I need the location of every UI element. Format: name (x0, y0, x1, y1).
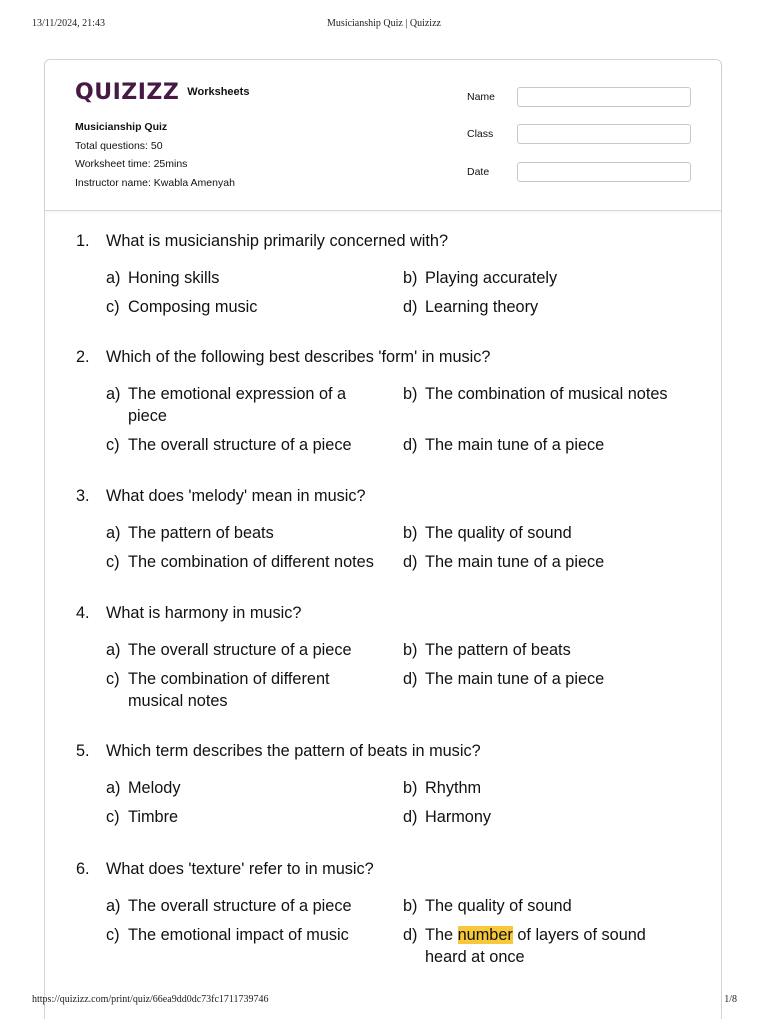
option-text: The combination of musical notes (425, 385, 668, 403)
option-letter: a) (106, 641, 121, 659)
option-letter: c) (106, 926, 120, 944)
option-text: The emotional expression of a piece (128, 385, 347, 425)
option-text: Timbre (128, 808, 179, 826)
print-page-title: Musicianship Quiz | Quizizz (327, 18, 441, 29)
date-label: Date (467, 166, 490, 178)
name-label: Name (467, 91, 496, 103)
option-text: The quality of sound (425, 524, 572, 542)
worksheet-sheet (44, 59, 722, 1019)
option-letter: b) (403, 897, 418, 915)
question-text: What does 'texture' refer to in music? (106, 860, 374, 878)
option-text: The pattern of beats (128, 524, 274, 542)
option-letter: b) (403, 524, 418, 542)
class-label: Class (467, 128, 494, 140)
option-letter: d) (403, 436, 418, 454)
option-letter: b) (403, 385, 418, 403)
question-text: What is harmony in music? (106, 604, 302, 622)
question-text: Which of the following best describes 'form' in music? (106, 348, 491, 366)
print-url: https://quizizz.com/print/quiz/66ea9dd0dc73fc1711739746 (32, 994, 269, 1005)
option-letter: c) (106, 553, 120, 571)
name-input[interactable] (517, 87, 691, 107)
option-text: The combination of different notes (128, 553, 374, 571)
option-letter: c) (106, 436, 120, 454)
print-page-number: 1/8 (724, 994, 737, 1005)
option-letter: d) (403, 926, 418, 944)
option-text: Composing music (128, 298, 258, 316)
option-letter: a) (106, 269, 121, 287)
quizizz-logo (75, 80, 249, 105)
option-text: Playing accurately (425, 269, 558, 287)
option-letter: d) (403, 553, 418, 571)
worksheet-meta (75, 118, 235, 192)
option-text: The combination of different musical notes (128, 670, 330, 710)
option-text: Honing skills (128, 269, 220, 287)
option-letter: b) (403, 641, 418, 659)
option-text-pre: The (425, 926, 458, 944)
option-letter: c) (106, 808, 120, 826)
question-number: 5. (76, 742, 90, 760)
option-letter: b) (403, 779, 418, 797)
option-text: Harmony (425, 808, 492, 826)
question-number: 6. (76, 860, 90, 878)
brand-wordmark: QUIZIZZ (75, 80, 180, 105)
question-text: Which term describes the pattern of beats in music? (106, 742, 481, 760)
question-number: 3. (76, 487, 90, 505)
option-letter: c) (106, 298, 120, 316)
option-text: The main tune of a piece (425, 553, 605, 571)
option-text: The main tune of a piece (425, 670, 605, 688)
option-text: The emotional impact of music (128, 926, 349, 944)
option-letter: d) (403, 670, 418, 688)
option-text: The overall structure of a piece (128, 641, 352, 659)
brand-subtitle: Worksheets (187, 86, 250, 98)
option-letter: d) (403, 808, 418, 826)
option-text: The overall structure of a piece (128, 436, 352, 454)
question-number: 1. (76, 232, 90, 250)
option-letter: a) (106, 385, 121, 403)
question-number: 2. (76, 348, 90, 366)
question-text: What is musicianship primarily concerned with? (106, 232, 449, 250)
option-text: The pattern of beats (425, 641, 571, 659)
worksheet-header (45, 60, 721, 211)
class-input[interactable] (517, 124, 691, 144)
class-field-row (467, 124, 691, 144)
question-text: What does 'melody' mean in music? (106, 487, 366, 505)
worksheet-time: Worksheet time: 25mins (75, 158, 188, 170)
instructor-name: Instructor name: Kwabla Amenyah (75, 176, 235, 189)
option-letter: a) (106, 897, 121, 915)
option-letter: a) (106, 779, 121, 797)
option-letter: b) (403, 269, 418, 287)
option-text: Rhythm (425, 779, 482, 797)
question-number: 4. (76, 604, 90, 622)
option-letter: c) (106, 670, 120, 688)
option-text (425, 924, 683, 968)
option-text: Melody (128, 779, 181, 797)
date-field-row (467, 162, 691, 182)
worksheet-title: Musicianship Quiz (75, 121, 168, 133)
option-text-post: of layers of sound heard at once (425, 926, 646, 966)
option-text: The quality of sound (425, 897, 572, 915)
option-text: The main tune of a piece (425, 436, 605, 454)
date-input[interactable] (517, 162, 691, 182)
option-text: Learning theory (425, 298, 539, 316)
name-field-row (467, 87, 691, 107)
print-datetime: 13/11/2024, 21:43 (32, 18, 105, 29)
option-letter: a) (106, 524, 121, 542)
option-letter: d) (403, 298, 418, 316)
total-questions: Total questions: 50 (75, 139, 163, 152)
highlighted-word: number (457, 926, 513, 944)
option-text: The overall structure of a piece (128, 897, 352, 915)
